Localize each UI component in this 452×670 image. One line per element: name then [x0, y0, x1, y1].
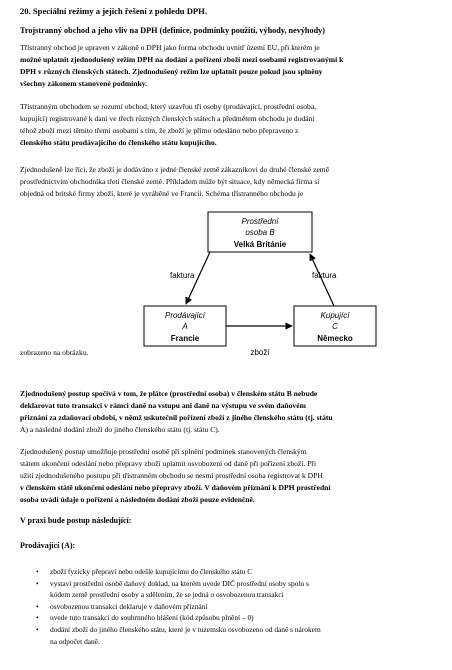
- paragraph-example: [20, 164, 438, 200]
- invoice-arrow-right: [310, 254, 334, 306]
- list-item-text: • vystaví prostřední osobě daňový doklad, na kterém uvede DIČ prostřední osoby spolu s: [50, 578, 309, 588]
- buyer-role: Kupující: [320, 311, 350, 320]
- section-subheading: Trojstranný obchod a jeho vliv na DPH (definice, podmínky použití, výhody, nevýhody): [20, 26, 325, 35]
- list-item: [30, 624, 440, 647]
- list-item: [30, 601, 440, 613]
- seller-role: Prodávající: [164, 311, 206, 320]
- list-item-text: • zboží fyzicky přepraví nebo odešle kupujícímu do členského státu C: [50, 567, 253, 576]
- buyer-id: C: [332, 322, 338, 331]
- text-line: členského státu prodávajícího do členského státu kupujícího.: [20, 138, 217, 147]
- text-line: přiznání za zdaňovací období, v němž uskutečnil pořízení zboží z jiného členského státu (tj. státu: [20, 413, 333, 422]
- text-line: prostřednictvím obchodníka třetí členské země. Příkladem může být situace, kdy německá firma si: [20, 177, 320, 186]
- text-line: deklarovat tuto transakci v rámci daně na vstupu ani daně na výstupu ve svém daňovém: [20, 401, 306, 410]
- text-line: téhož zboží mezi těmito třemi osobami s tím, že zboží je přímo odesláno nebo přepraveno z: [20, 126, 299, 135]
- text-line: státem ukončení odeslání nebo přepravy zboží uplatnit osvobození od daně při pořízení zboží. Při: [20, 459, 317, 468]
- diagram-svg: [140, 208, 380, 360]
- paragraph-intro: [20, 42, 438, 90]
- practice-heading: V praxi bude postup následující:: [20, 516, 132, 525]
- left-arrow-label: faktura: [170, 271, 195, 280]
- list-item-text: kódem země prostřední osoby a sdělením, že se jedná o osvobozenou transakci: [50, 590, 284, 600]
- bottom-arrow-label: zboží: [250, 348, 270, 357]
- list-item-text: na odpočet daně.: [50, 636, 100, 646]
- text-line: užití zjednodušeného postupu při třístranném obchodu se nesmí prostřední osoba registrovat k DPH: [20, 471, 323, 480]
- text-line: kupující) registrované k dani ve třech různých členských státech a předmětem obchodu je dodání: [20, 114, 315, 123]
- list-item: [30, 566, 440, 578]
- buyer-country: Německo: [317, 334, 353, 343]
- list-item: [30, 578, 440, 601]
- text-line: Třístranný obchod je upraven v zákoně o DPH jako forma obchodu uvnitř území EU, při kterém je: [20, 43, 320, 52]
- text-line: Zjednodušený postup umožňuje prostřední osobě při splnění podmínek stanovených členským: [20, 447, 307, 456]
- list-item-text: • uvede tuto transakci do souhrnného hlášení (kód způsobu plnění – 0): [50, 613, 254, 623]
- diagram-caption: [20, 347, 438, 359]
- list-item-text: • osvobozenou transakci deklaruje v daňovém přiznání: [50, 601, 208, 611]
- text-line: v členském státě ukončení odeslání nebo přepravy zboží. V daňovém přiznání k DPH prostřední: [20, 483, 331, 492]
- middle-party-country: Velká Británie: [233, 240, 287, 249]
- seller-id: A: [182, 322, 188, 331]
- text-line: DPH v různých členských státech. Zjednodušený režim lze uplatnit pouze pokud jsou splněny: [20, 67, 323, 76]
- text-line: Zjednodušený postup spočívá v tom, že plátce (prostřední osoba) v členském státu B nebude: [20, 389, 318, 398]
- paragraph-conditions: [20, 446, 438, 506]
- list-item-text: • dodání zboží do jiného členského státu, které je v tuzemsku osvobozeno od daně s nárokem: [50, 624, 321, 634]
- text-line: Třístranným obchodem se rozumí obchod, který uzavřou tři osoby (prodávající, prostřední osoba,: [20, 102, 317, 111]
- middle-party-id: osoba B: [245, 228, 275, 237]
- paragraph-procedure: [20, 388, 438, 436]
- list-item: [30, 612, 440, 624]
- text-line: A) a následné dodání zboží do jiného členského státu (tj. státu C).: [20, 425, 220, 434]
- text-line: zobrazeno na obrázku.: [20, 348, 89, 357]
- text-line: osoba uvádí údaje o pořízení a následném dodání zboží pouze evidenčně.: [20, 495, 255, 504]
- paragraph-definition: [20, 101, 438, 149]
- text-line: Zjednodušeně lze říci, že zboží je dodáváno z jedné členské země zákazníkovi do druhé členské země: [20, 165, 330, 174]
- middle-party-role: Prostřední: [241, 217, 279, 226]
- right-arrow-label: faktura: [312, 271, 337, 280]
- seller-steps-list: [30, 566, 440, 647]
- section-heading: 20. Speciální režimy a jejich řešení z pohledu DPH.: [20, 6, 207, 16]
- seller-country: Francie: [170, 334, 200, 343]
- text-line: všechny zákonem stanovené podmínky.: [20, 79, 148, 88]
- text-line: možné uplatnit zjednodušený režim DPH na dodání a pořízení zboží mezi osobami registrovanými k: [20, 55, 344, 64]
- seller-heading: Prodávající (A):: [20, 541, 76, 550]
- triangular-trade-diagram: [140, 208, 380, 360]
- text-line: objedná od britské firmy zboží, které je vyráběné ve Francii. Schéma třístranného obchodu je: [20, 189, 304, 198]
